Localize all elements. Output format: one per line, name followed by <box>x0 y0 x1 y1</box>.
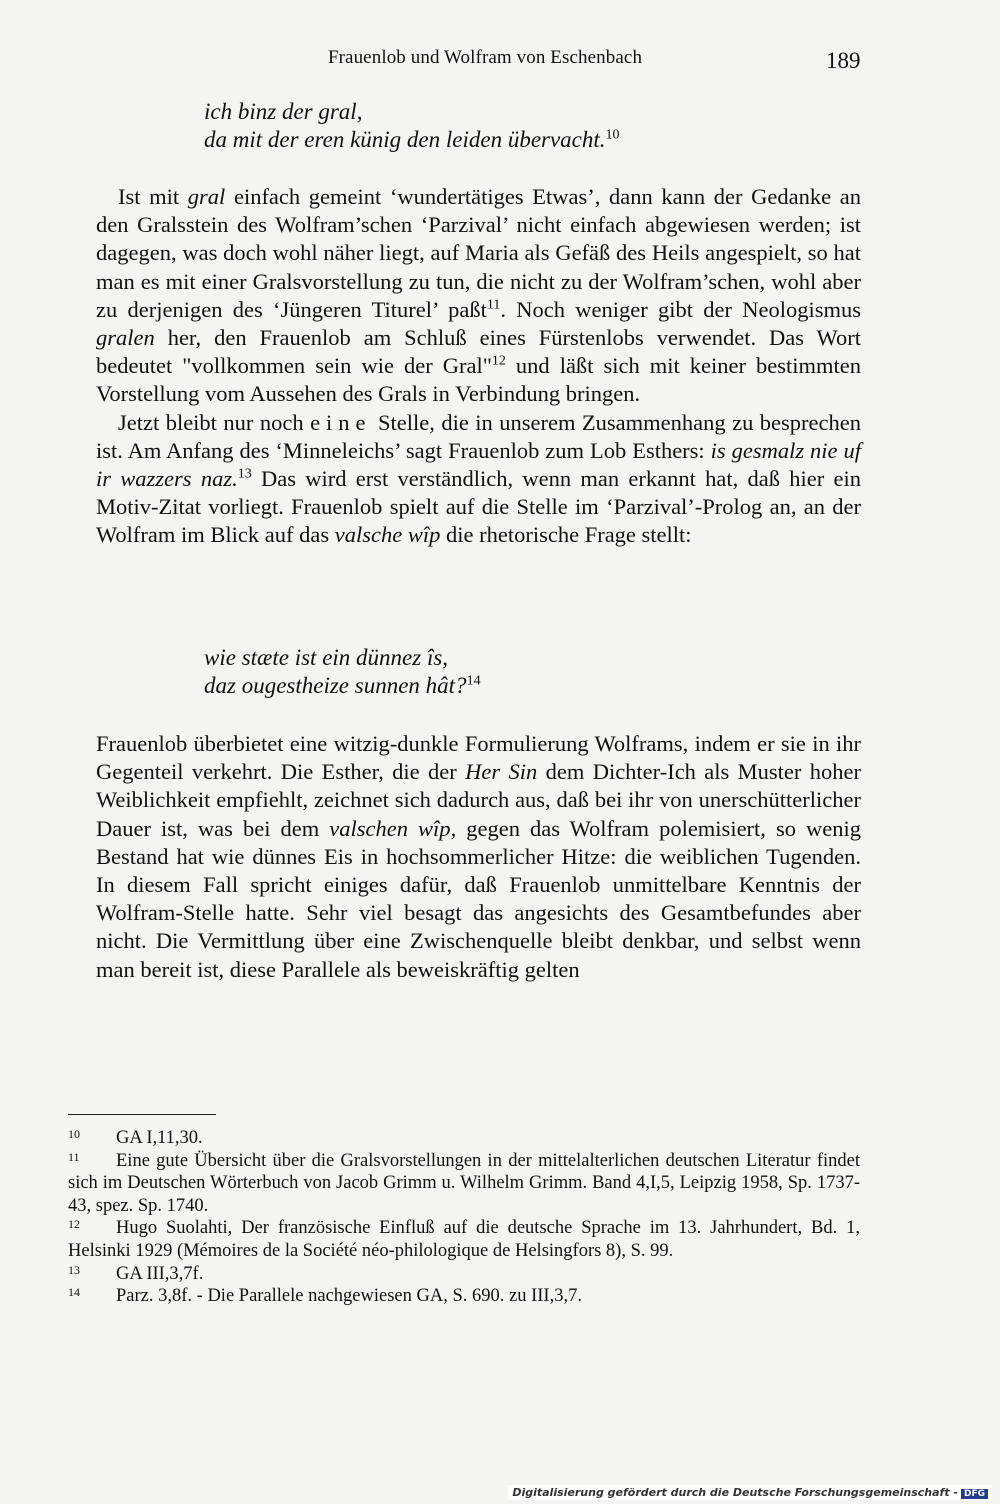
footnote-text: GA III,3,7f. <box>116 1263 204 1284</box>
footnote-text: GA I,11,30. <box>116 1128 203 1148</box>
text-run: Jetzt bleibt nur noch <box>118 409 311 435</box>
body-text-upper <box>96 183 861 550</box>
dfg-logo: DFG <box>961 1489 988 1499</box>
paragraph <box>96 183 861 409</box>
footnote-number: 11 <box>68 1149 80 1164</box>
running-title: Frauenlob und Wolfram von Eschenbach <box>327 47 643 68</box>
text-run: Ist mit <box>118 184 188 209</box>
italic-term: valschen wîp <box>329 815 451 841</box>
footnote <box>68 1217 860 1262</box>
footnote-text: Hugo Suolahti, Der französische Einfluß auf die deutsche Sprache im 13. Jahrhundert, Bd. 1, Helsinki 1929 (Mémoires de la Société néo-philologique de Helsingfors 8), S. 99. <box>68 1218 860 1261</box>
verse-line <box>204 672 481 700</box>
page-number: 189 <box>826 48 861 73</box>
paragraph <box>96 409 861 550</box>
footnote-number: 10 <box>68 1127 80 1141</box>
text-run: dem Dichter-Ich als Muster hoher Weiblichkeit empfiehlt, zeichnet sich dadurch aus, daß bei ihr von unerschütterlicher Dauer ist, was bei dem <box>96 759 861 841</box>
footnote-ref: 12 <box>491 353 506 369</box>
verse-quote-2 <box>204 644 481 700</box>
footnote <box>68 1285 860 1308</box>
text-run: , gegen das Wolfram polemisiert, so wenig Bestand hat wie dünnes Eis in hochsommerlicher Hitze: die weiblichen Tugenden. In diesem Fall spricht einiges dafür, daß Frauenlob unmittelbare Kenntnis der Wolfram-Stelle hatte. Sehr viel besagt das angesichts des Gesamtbefundes aber nicht. Die Vermittlung über eine Zwischenquelle bleibt denkbar, und selbst wenn man bereit ist, diese Parallele als beweiskräftig gelten <box>96 815 861 982</box>
text-run: die rhetorische Frage stellt: <box>440 522 692 548</box>
verse-line-text: da mit der eren künig den leiden übervacht. <box>204 127 606 152</box>
italic-term: valsche wîp <box>334 522 441 548</box>
footnote-text: Eine gute Übersicht über die Gralsvorstellungen in der mittelalterlichen deutschen Literatur findet sich im Deutschen Wörterbuch von Jacob Grimm u. Wilhelm Grimm. Band 4,I,5, Leipzig 1958, Sp. 1737-43, spez. Sp. 1740. <box>68 1150 860 1216</box>
paragraph <box>96 730 861 984</box>
footnote-number: 12 <box>68 1217 80 1232</box>
body-text-lower <box>96 730 861 984</box>
footnote-number: 13 <box>68 1262 80 1277</box>
text-run: her, den Frauenlob am Schluß eines Fürstenlobs verwendet. Das Wort bedeutet "vollkommen sein wie der Gral" <box>96 325 861 379</box>
verse-line: wie stæte ist ein dünnez îs, <box>204 645 449 670</box>
text-run: Frauenlob überbietet eine witzig-dunkle Formulierung Wolframs, indem er sie in ihr Gegenteil verkehrt. Die Esther, die der <box>96 731 861 785</box>
italic-term: gral <box>187 184 226 209</box>
footnote-separator <box>68 1114 216 1115</box>
verse-line <box>204 126 620 154</box>
footnote-ref: 10 <box>605 127 620 143</box>
footnote-number: 14 <box>68 1285 80 1300</box>
text-run: . Noch weniger gibt der Neologismus <box>500 296 861 322</box>
italic-term: gralen <box>96 325 155 351</box>
footnote <box>68 1263 860 1286</box>
spaced-emphasis: eine <box>310 409 372 435</box>
digitization-credit <box>508 1485 992 1500</box>
footnote-text: Parz. 3,8f. - Die Parallele nachgewiesen GA, S. 690. zu III,3,7. <box>116 1286 582 1307</box>
credit-text: Digitalisierung gefördert durch die Deutsche Forschungsgemeinschaft - <box>512 1486 958 1499</box>
italic-term: Her Sin <box>465 759 538 785</box>
italic-quote: is gesmalz nie uf ir wazzers naz. <box>96 437 861 492</box>
verse-quote-1 <box>204 98 620 154</box>
footnote-ref: 13 <box>237 466 252 482</box>
text-run: einfach gemeint ‘wundertätiges Etwas’, dann kann der Gedanke an den Gralsstein des Wolfram’schen ‘Parzival’ nicht einfach abgewiesen werden; ist dagegen, was doch wohl näher liegt, auf Maria als Gefäß des Heils angespielt, so hat man es mit einer Gralsvorstellung zu tun, die nicht zu der Wolfram’schen, wohl aber zu derjenigen des ‘Jüngeren Titurel’ paßt <box>96 184 861 322</box>
verse-line: ich binz der gral, <box>204 99 363 124</box>
text-run: und läßt sich mit keiner bestimmten Vorstellung vom Aussehen des Grals in Verbindung bringen. <box>96 353 861 407</box>
footnote-ref: 14 <box>466 673 481 689</box>
footnotes <box>68 1127 860 1308</box>
verse-line-text: daz ougestheize sunnen hât? <box>204 673 467 698</box>
footnote <box>68 1150 860 1218</box>
footnote-ref: 11 <box>486 297 501 313</box>
text-run: Stelle, die in unserem Zusammenhang zu besprechen ist. Am Anfang des ‘Minneleichs’ sagt Frauenlob zum Lob Esthers: <box>96 409 861 463</box>
text-run: Das wird erst verständlich, wenn man erkannt hat, daß hier ein Motiv-Zitat vorliegt. Frauenlob spielt auf die Stelle im ‘Parzival’-Prolog an, an der Wolfram im Blick auf das <box>96 466 861 548</box>
footnote <box>68 1127 860 1150</box>
